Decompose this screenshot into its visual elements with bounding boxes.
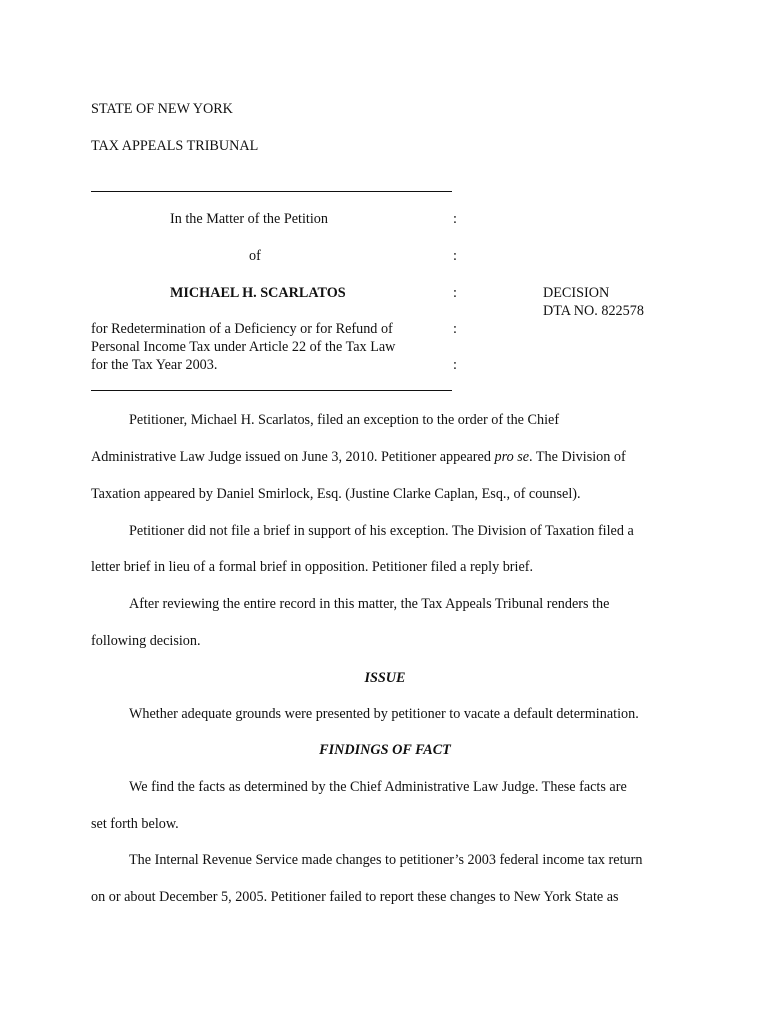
finding-2-line-2: on or about December 5, 2005. Petitioner failed to report these changes to New York State as xyxy=(91,889,619,905)
of-line: of xyxy=(249,248,261,264)
dta-number: DTA NO. 822578 xyxy=(543,303,644,319)
decision-label: DECISION xyxy=(543,285,610,301)
matter-line: In the Matter of the Petition xyxy=(170,211,328,227)
purpose-line-3: for the Tax Year 2003. xyxy=(91,357,218,373)
state-heading: STATE OF NEW YORK xyxy=(91,101,233,117)
issue-text: Whether adequate grounds were presented by petitioner to vacate a default determination. xyxy=(129,706,639,722)
paragraph-2-line-2: letter brief in lieu of a formal brief in opposition. Petitioner filed a reply brief. xyxy=(91,559,534,575)
caption-bottom-rule xyxy=(91,390,452,391)
finding-1-line-2: set forth below. xyxy=(91,816,179,832)
petitioner-name: MICHAEL H. SCARLATOS xyxy=(170,285,346,301)
caption-colon-1: : xyxy=(453,211,457,227)
paragraph-1-line-1: Petitioner, Michael H. Scarlatos, filed an exception to the order of the Chief xyxy=(129,412,560,428)
pro-se-italic: pro se xyxy=(494,449,530,465)
purpose-line-1: for Redetermination of a Deficiency or for Refund of xyxy=(91,321,393,337)
paragraph-3-line-2: following decision. xyxy=(91,633,201,649)
finding-1-line-1: We find the facts as determined by the Chief Administrative Law Judge. These facts are xyxy=(129,779,627,795)
caption-colon-4: : xyxy=(453,321,457,337)
caption-colon-2: : xyxy=(453,248,457,264)
finding-2-line-1: The Internal Revenue Service made changes to petitioner’s 2003 federal income tax return xyxy=(129,852,643,868)
caption-colon-3: : xyxy=(453,285,457,301)
paragraph-1-line-3: Taxation appeared by Daniel Smirlock, Esq. (Justine Clarke Caplan, Esq., of counsel). xyxy=(91,486,581,502)
purpose-line-2: Personal Income Tax under Article 22 of the Tax Law xyxy=(91,339,396,355)
caption-colon-5: : xyxy=(453,357,457,373)
paragraph-3-line-1: After reviewing the entire record in this matter, the Tax Appeals Tribunal renders the xyxy=(129,596,610,612)
tribunal-heading: TAX APPEALS TRIBUNAL xyxy=(91,138,259,154)
paragraph-2-line-1: Petitioner did not file a brief in support of his exception. The Division of Taxation filed a xyxy=(129,523,634,539)
findings-heading: FINDINGS OF FACT xyxy=(319,742,451,758)
issue-heading: ISSUE xyxy=(364,670,406,686)
paragraph-1-line-2: Administrative Law Judge issued on June 3, 2010. Petitioner appeared pro se. The Division of xyxy=(91,449,626,465)
caption-top-rule xyxy=(91,191,452,192)
